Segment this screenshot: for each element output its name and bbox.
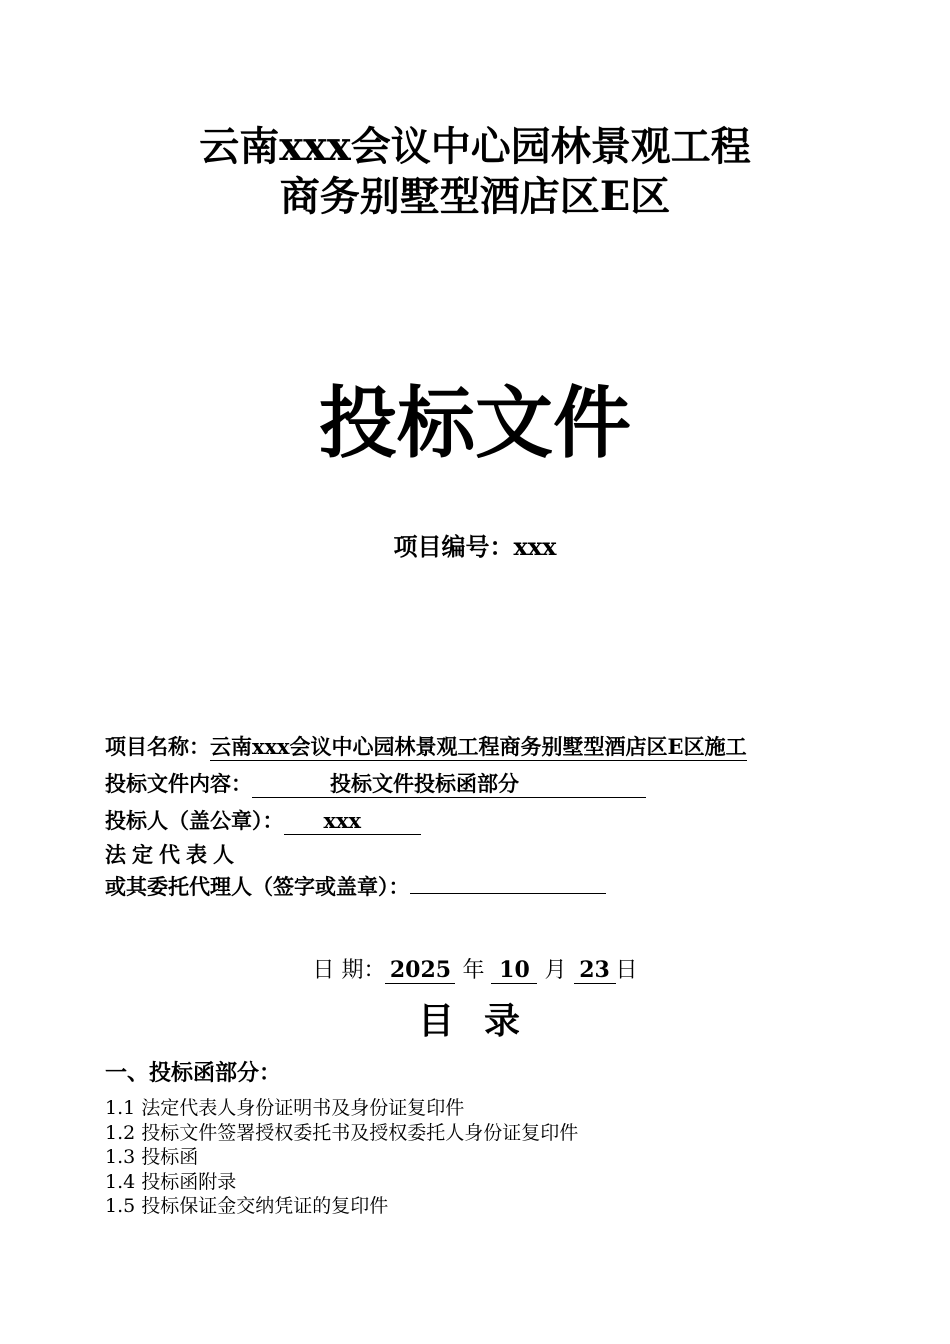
content-value: 投标文件投标函部分: [330, 771, 519, 796]
date-row: [0, 954, 950, 988]
project-name-value: 云南xxx会议中心园林景观工程商务别墅型酒店区E区施工: [210, 734, 747, 759]
toc-title: 目录: [417, 1000, 550, 1042]
project-name-row: [105, 730, 905, 767]
project-number: [0, 530, 950, 564]
month-unit: 月: [544, 958, 567, 983]
content-row: [105, 767, 905, 804]
date-label: 日 期：: [312, 958, 386, 983]
bidder-row: [105, 804, 905, 841]
date-month: 10: [491, 957, 537, 984]
signature-field: [410, 868, 606, 894]
content-label: 投标文件内容：: [105, 771, 252, 796]
date-year: 2025: [385, 957, 455, 984]
project-number-label: 项目编号：: [393, 532, 514, 561]
bid-info: [105, 730, 905, 905]
toc-section-title: 一、投标函部分：: [105, 1060, 282, 1086]
toc-item: 1.1 法定代表人身份证明书及身份证复印件: [105, 1097, 465, 1119]
title-line-1: 云南xxx会议中心园林景观工程: [199, 123, 751, 170]
year-unit: 年: [462, 958, 485, 983]
toc-item: 1.3 投标函: [105, 1146, 199, 1168]
main-title: 投标文件: [318, 378, 631, 469]
project-number-value: xxx: [513, 532, 557, 561]
day-unit: 日: [615, 958, 638, 983]
rep-label-line2: 或其委托代理人（签字或盖章）：: [105, 874, 410, 899]
bidder-field: [284, 809, 421, 835]
toc-item: 1.4 投标函附录: [105, 1170, 237, 1193]
document-title: [0, 122, 950, 222]
rep-row: [105, 868, 905, 905]
date-day: 23: [574, 957, 616, 984]
project-name-label: 项目名称：: [105, 734, 210, 759]
toc-item: 1.5 投标保证金交纳凭证的复印件: [105, 1195, 389, 1217]
bidder-value: xxx: [323, 808, 362, 833]
rep-label-line1: 法定代表人: [105, 842, 240, 867]
toc-list: [105, 1096, 578, 1219]
content-field: [252, 772, 646, 798]
title-line-2: 商务别墅型酒店区E区: [279, 173, 671, 220]
toc-item: 1.2 投标文件签署授权委托书及授权委托人身份证复印件: [105, 1121, 579, 1144]
bidder-label: 投标人（盖公章）：: [105, 808, 284, 833]
